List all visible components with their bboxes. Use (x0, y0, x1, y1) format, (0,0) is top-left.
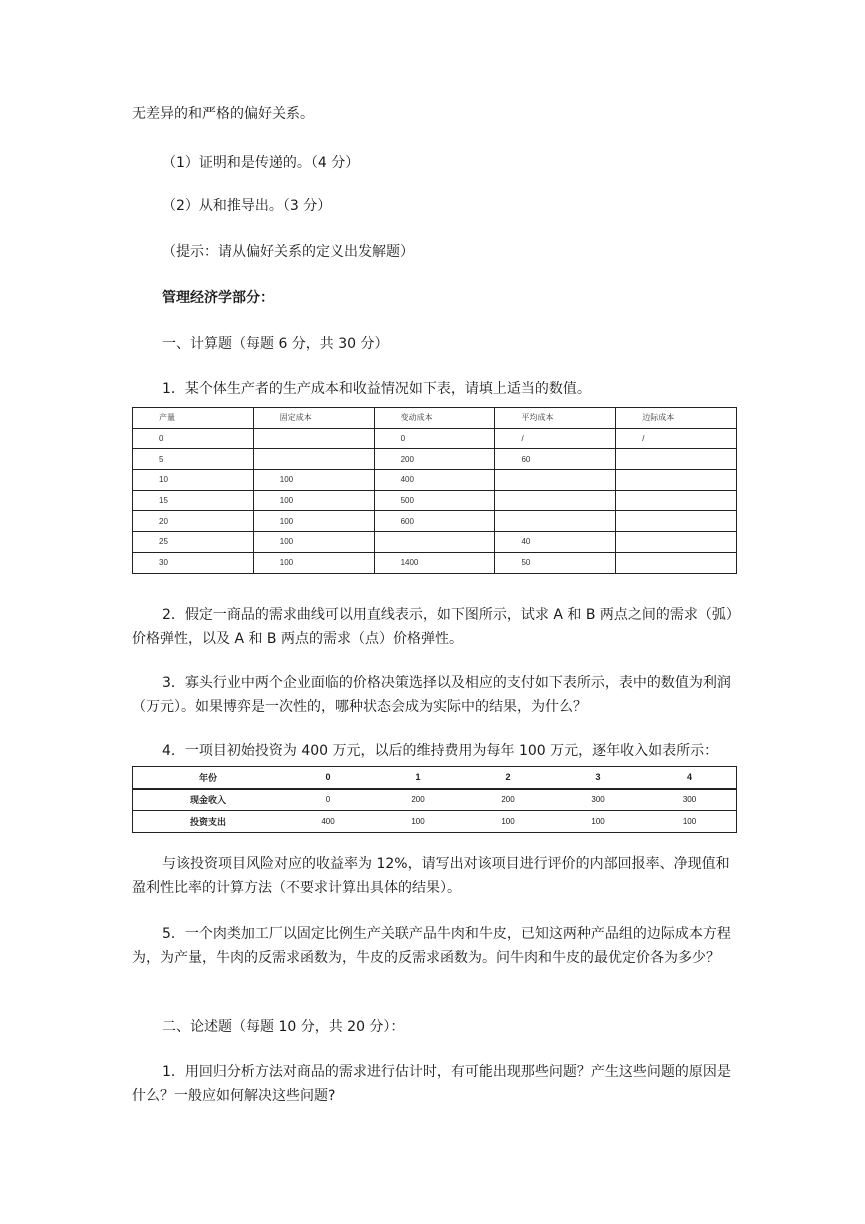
table-header-cell: 平均成本 (495, 408, 616, 429)
text-line: （1）证明和是传递的。（4 分） (162, 155, 360, 171)
table-cell: 20 (133, 511, 254, 532)
question-2: 2．假定一商品的需求曲线可以用直线表示，如下图所示，试求 A 和 B 两点之间的需求（弧）价格弹性，以及 A 和 B 两点的需求（点）价格弹性。 (132, 607, 733, 647)
table-row (133, 449, 737, 470)
table-row (133, 490, 737, 511)
table-row (133, 511, 737, 532)
table-cell: 40 (495, 532, 616, 553)
table-cell (616, 532, 737, 553)
table-header-cell: 变动成本 (374, 408, 495, 429)
table-cell: 300 (643, 789, 736, 811)
table-cell: 100 (253, 470, 374, 491)
table-row (133, 811, 737, 833)
table-header-cell: 4 (643, 767, 736, 789)
question-4: 4．一项目初始投资为 400 万元，以后的维持费用为每年 100 万元，逐年收入如表所示： (162, 743, 719, 759)
text-line: （2）从和推导出。（3 分） (162, 198, 332, 214)
table-cell: 1400 (374, 552, 495, 573)
question-3: 3．寡头行业中两个企业面临的价格决策选择以及相应的支付如下表所示，表中的数值为利润（万元）。如果博弈是一次性的，哪种状态会成为实际中的结果，为什么？ (132, 675, 731, 715)
table-cell (253, 449, 374, 470)
table-cell: 100 (682, 816, 697, 826)
discussion-question-1: 1．用回归分析方法对商品的需求进行估计时，有可能出现那些问题？产生这些问题的原因是什么？一般应如何解决这些问题? (132, 1064, 731, 1104)
table-cell: 100 (591, 816, 605, 826)
table-cell: 400 (374, 470, 495, 491)
table-cell (495, 511, 616, 532)
table-header-cell: 固定成本 (253, 408, 374, 429)
table-cell: 100 (411, 816, 425, 826)
table-cell: 600 (374, 511, 495, 532)
table-cell: 100 (253, 552, 374, 573)
table-row (133, 789, 737, 811)
table-header-cell: 年份 (133, 767, 284, 789)
table-row (133, 470, 737, 491)
table-header-row (133, 767, 737, 789)
table-cell (495, 470, 616, 491)
part-heading: 一、计算题（每题 6 分，共 30 分） (162, 336, 389, 352)
cost-table (132, 407, 737, 574)
table-cell: 500 (374, 490, 495, 511)
table-cell (616, 470, 737, 491)
table-cell: 30 (133, 552, 254, 573)
table-cell (495, 490, 616, 511)
section-title: 管理经济学部分： (162, 290, 274, 306)
table-cell: / (495, 428, 616, 449)
table-header-cell: 2 (463, 767, 553, 789)
table-cell: / (616, 428, 737, 449)
question-1: 1．某个体生产者的生产成本和收益情况如下表，请填上适当的数值。 (162, 381, 591, 397)
table-cell: 0 (374, 428, 495, 449)
text-line: 无差异的和严格的偏好关系。 (132, 106, 314, 122)
table-row (133, 552, 737, 573)
row-header-cell: 投资支出 (189, 816, 226, 827)
row-header-cell: 现金收入 (133, 789, 284, 811)
table-cell: 100 (253, 532, 374, 553)
question-5: 5．一个肉类加工厂以固定比例生产关联产品牛肉和牛皮，已知这两种产品组的边际成本方程为，为产量，牛肉的反需求函数为，牛皮的反需求函数为。问牛肉和牛皮的最优定价各为多少？ (132, 926, 731, 966)
table-cell: 60 (495, 449, 616, 470)
table-cell: 100 (253, 490, 374, 511)
table-cell: 10 (133, 470, 254, 491)
table-cell (616, 552, 737, 573)
table-cell (253, 428, 374, 449)
text-line: （提示：请从偏好关系的定义出发解题） (162, 244, 414, 260)
table-cell: 200 (463, 789, 553, 811)
table-cell: 300 (553, 789, 643, 811)
table-header-cell: 产量 (133, 408, 254, 429)
table-cell: 0 (133, 428, 254, 449)
investment-table (132, 766, 737, 833)
table-cell (616, 490, 737, 511)
table-header-cell: 3 (553, 767, 643, 789)
part-heading: 二、论述题（每题 10 分，共 20 分）： (162, 1019, 405, 1035)
table-cell: 100 (501, 816, 515, 826)
table-row (133, 428, 737, 449)
table-header-row (133, 408, 737, 429)
table-cell: 50 (495, 552, 616, 573)
table-header-cell: 1 (373, 767, 463, 789)
question-4-followup: 与该投资项目风险对应的收益率为 12%，请写出对该项目进行评价的内部回报率、净现值和盈利性比率的计算方法（不要求计算出具体的结果）。 (132, 856, 730, 896)
table-cell: 200 (373, 789, 463, 811)
table-header-cell: 0 (283, 767, 373, 789)
table-row (133, 532, 737, 553)
table-cell: 400 (321, 816, 335, 826)
table-cell: 5 (133, 449, 254, 470)
table-cell: 200 (374, 449, 495, 470)
table-cell: 25 (133, 532, 254, 553)
table-cell (616, 511, 737, 532)
table-cell (616, 449, 737, 470)
table-cell: 100 (253, 511, 374, 532)
table-cell (374, 532, 495, 553)
table-header-cell: 边际成本 (616, 408, 737, 429)
table-cell: 15 (133, 490, 254, 511)
table-cell: 0 (283, 789, 373, 811)
